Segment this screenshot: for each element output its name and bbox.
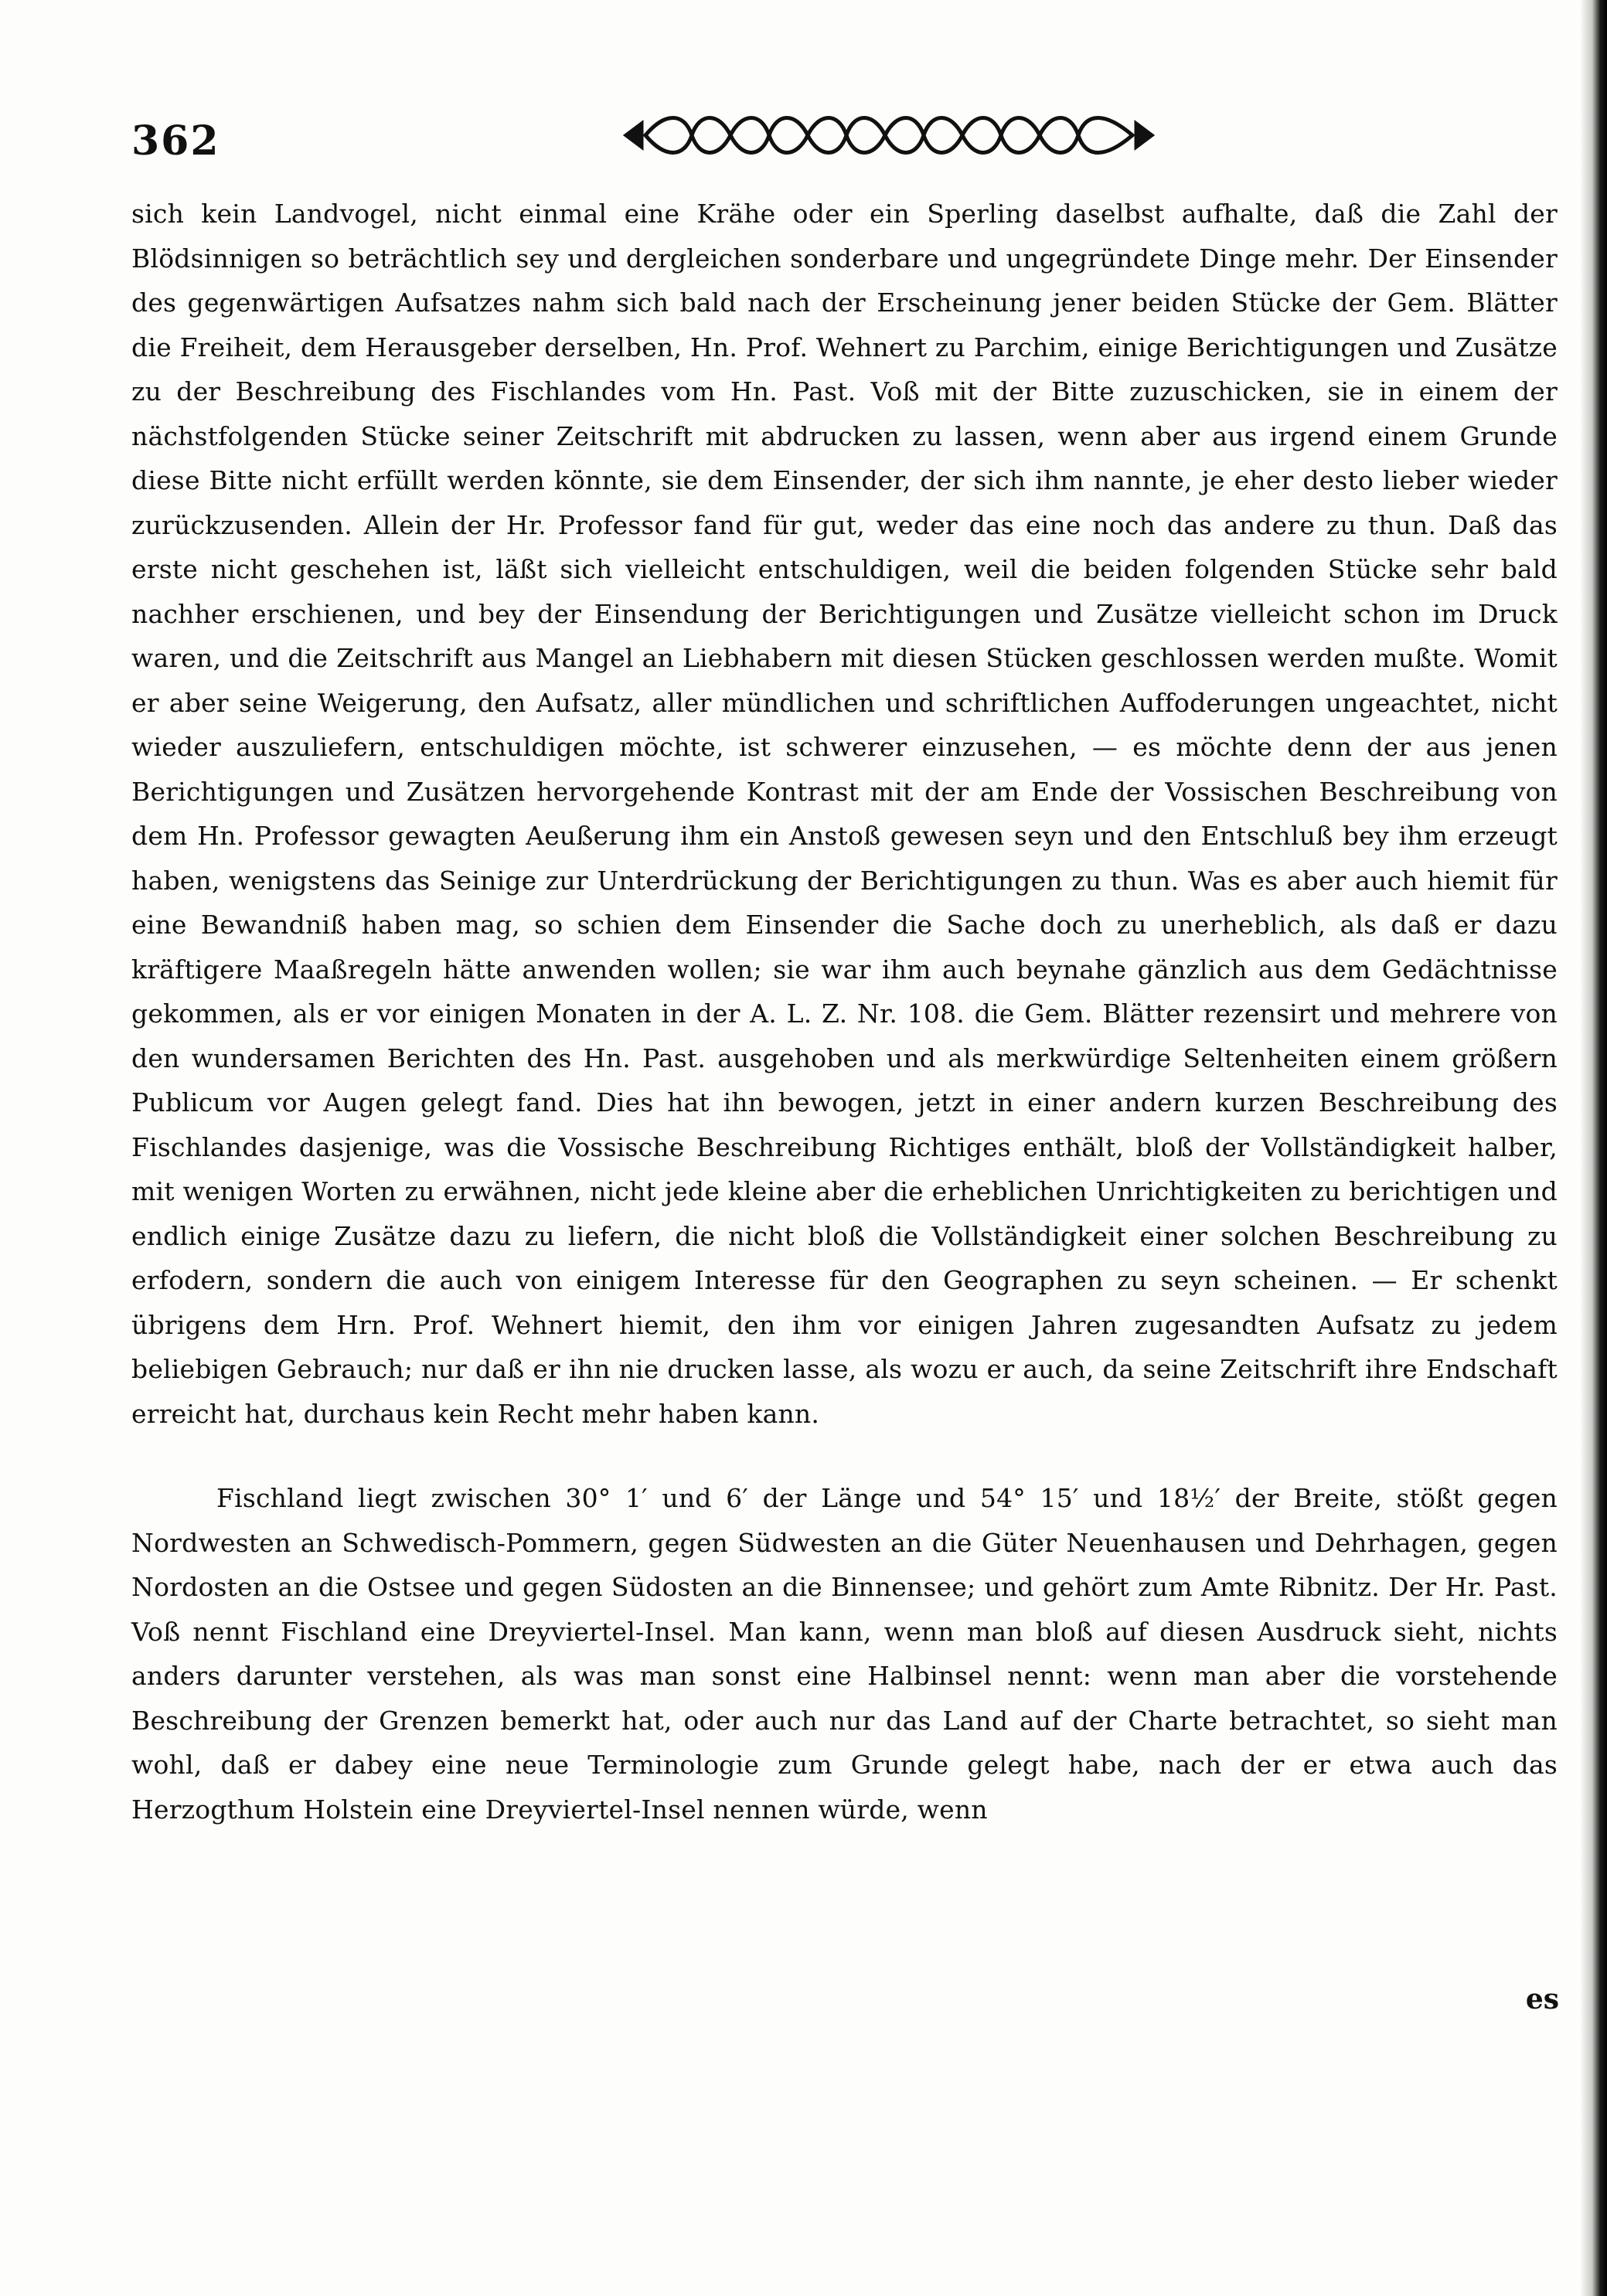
decorative-ornament-icon: [618, 108, 1159, 162]
page-number: 362: [131, 117, 220, 165]
catchword: es: [1525, 1983, 1559, 2015]
main-text: [131, 192, 1558, 1832]
paragraph-1: sich kein Landvogel, nicht einmal eine Krähe oder ein Sperling daselbst aufhalte, daß die Zahl der Blödsinnigen so beträchtlich sey und dergleichen sonderbare und ungegründete Dinge mehr. Der Einsender des gegenwärtigen Aufsatzes nahm sich bald nach der Erscheinung jener beiden Stücke der Gem. Blätter die Freiheit, dem Herausgeber derselben, Hn. Prof. Wehnert zu Parchim, einige Berichtigungen und Zusätze zu der Beschreibung des Fischlandes vom Hn. Past. Voß mit der Bitte zuzuschicken, sie in einem der nächstfolgenden Stücke seiner Zeitschrift mit abdrucken zu lassen, wenn aber aus irgend einem Grunde diese Bitte nicht erfüllt werden könnte, sie dem Einsender, der sich ihm nannte, je eher desto lieber wieder zurückzusenden. Allein der Hr. Professor fand für gut, weder das eine noch das andere zu thun. Daß das erste nicht geschehen ist, läßt sich vielleicht entschuldigen, weil die beiden folgenden Stücke sehr bald nachher erschienen, und bey der Einsendung der Berichtigungen und Zusätze vielleicht schon im Druck waren, und die Zeitschrift aus Mangel an Liebhabern mit diesen Stücken geschlossen werden mußte. Womit er aber seine Weigerung, den Aufsatz, aller mündlichen und schriftlichen Auffoderungen ungeachtet, nicht wieder auszuliefern, entschuldigen möchte, ist schwerer einzusehen, — es möchte denn der aus jenen Berichtigungen und Zusätzen hervorgehende Kontrast mit der am Ende der Vossischen Beschreibung von dem Hn. Professor gewagten Aeußerung ihm ein Anstoß gewesen seyn und den Entschluß bey ihm erzeugt haben, wenigstens das Seinige zur Unterdrückung der Berichtigungen zu thun. Was es aber auch hiemit für eine Bewandniß haben mag, so schien dem Einsender die Sache doch zu unerheblich, als daß er dazu kräftigere Maaßregeln hätte anwenden wollen; sie war ihm auch beynahe gänzlich aus dem Gedächtnisse gekommen, als er vor einigen Monaten in der A. L. Z. Nr. 108. die Gem. Blätter rezensirt und mehrere von den wundersamen Berichten des Hn. Past. ausgehoben und als merkwürdige Seltenheiten einem größern Publicum vor Augen gelegt fand. Dies hat ihn bewogen, jetzt in einer andern kurzen Beschreibung des Fischlandes dasjenige, was die Vossische Beschreibung Richtiges enthält, bloß der Vollständigkeit halber, mit wenigen Worten zu erwähnen, nicht jede kleine aber die erheblichen Unrichtigkeiten zu berichtigen und endlich einige Zusätze dazu zu liefern, die nicht bloß die Vollständigkeit einer solchen Beschreibung zu erfodern, sondern die auch von einigem Interesse für den Geographen zu seyn scheinen. — Er schenkt übrigens dem Hrn. Prof. Wehnert hiemit, den ihm vor einigen Jahren zugesandten Aufsatz zu jedem beliebigen Gebrauch; nur daß er ihn nie drucken lasse, als wozu er auch, da seine Zeitschrift ihre Endschaft erreicht hat, durchaus kein Recht mehr haben kann.: [131, 199, 1558, 1429]
binding-shadow: [1580, 0, 1607, 2296]
paragraph-2: Fischland liegt zwischen 30° 1′ und 6′ der Länge und 54° 15′ und 18½′ der Breite, stößt gegen Nordwesten an Schwedisch-Pommern, gegen Südwesten an die Güter Neuenhausen und Dehrhagen, gegen Nordosten an die Ostsee und gegen Südosten an die Binnensee; und gehört zum Amte Ribnitz. Der Hr. Past. Voß nennt Fischland eine Dreyviertel-Insel. Man kann, wenn man bloß auf diesen Ausdruck sieht, nichts anders darunter verstehen, als was man sonst eine Halbinsel nennt: wenn man aber die vorstehende Beschreibung der Grenzen bemerkt hat, oder auch nur das Land auf der Charte betrachtet, so sieht man wohl, daß er dabey eine neue Terminologie zum Grunde gelegt habe, nach der er etwa auch das Herzogthum Holstein eine Dreyviertel-Insel nennen würde, wenn: [131, 1483, 1558, 1825]
page-header: [131, 108, 1554, 178]
